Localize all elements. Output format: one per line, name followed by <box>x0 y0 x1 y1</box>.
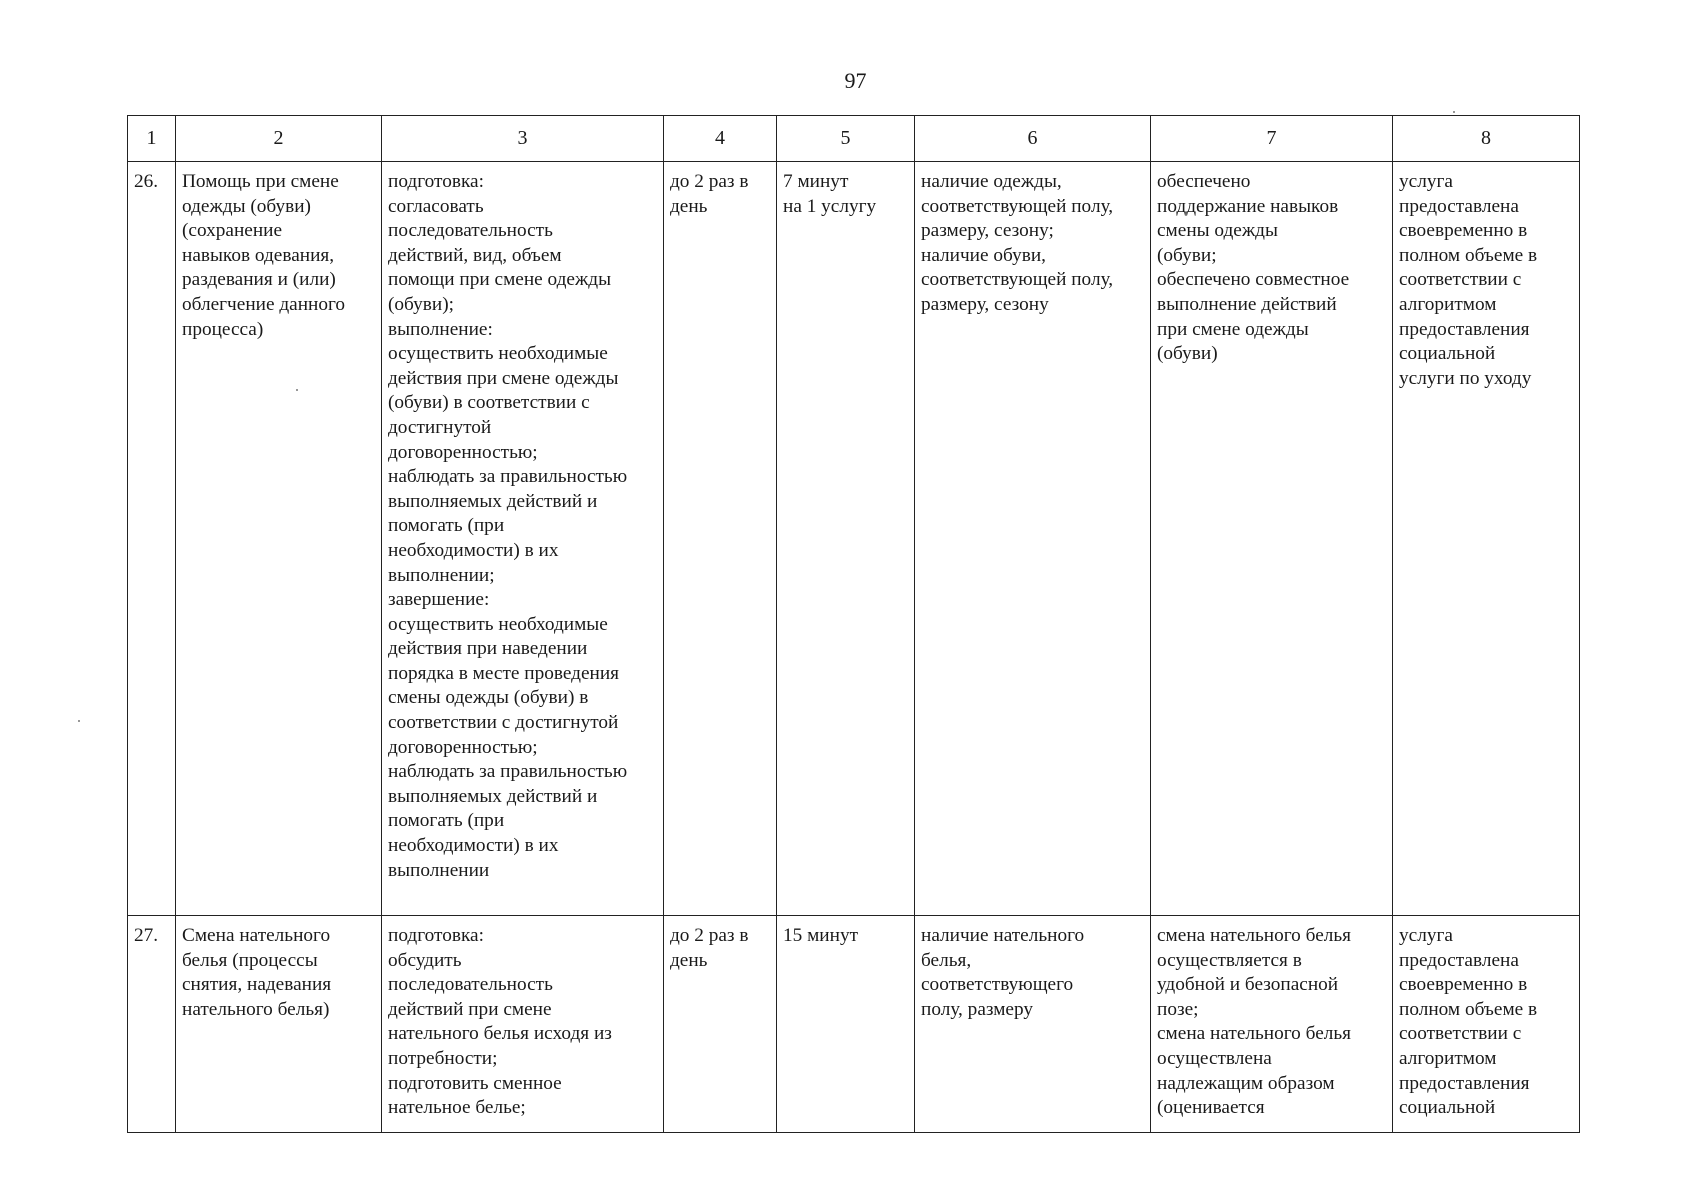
column-number-header: 3 <box>382 116 664 162</box>
frequency-cell: до 2 раз в день <box>664 162 777 916</box>
column-number-header: 1 <box>128 116 176 162</box>
service-name-cell: Смена нательного белья (процессы снятия, надевания нательного белья) <box>176 916 382 1133</box>
scan-speck <box>1453 111 1455 113</box>
conditions-cell: наличие одежды, соответствующей полу, размеру, сезону; наличие обуви, соответствующей полу, размеру, сезону <box>915 162 1151 916</box>
row-number-cell: 27. <box>128 916 176 1133</box>
result-cell: обеспечено поддержание навыков смены одежды (обуви; обеспечено совместное выполнение действий при смене одежды (обуви) <box>1151 162 1393 916</box>
row-number-cell: 26. <box>128 162 176 916</box>
table-row <box>128 162 1580 916</box>
table-header-row <box>128 116 1580 162</box>
table-row <box>128 916 1580 1133</box>
service-description-cell: подготовка: согласовать последовательность действий, вид, объем помощи при смене одежды (обуви); выполнение: осуществить необходимые действия при смене одежды (обуви) в соответствии с достигнутой договоренностью; наблюдать за правильностью выполняемых действий и помогать (при необходимости) в их выполнении; завершение: осуществить необходимые действия при наведении порядка в месте проведения смены одежды (обуви) в соответствии с достигнутой договоренностью; наблюдать за правильностью выполняемых действий и помогать (при необходимости) в их выполнении <box>382 162 664 916</box>
column-number-header: 5 <box>777 116 915 162</box>
services-table <box>127 115 1580 1133</box>
column-number-header: 2 <box>176 116 382 162</box>
service-description-cell: подготовка: обсудить последовательность действий при смене нательного белья исходя из потребности; подготовить сменное нательное белье; <box>382 916 664 1133</box>
result-cell: смена нательного белья осуществляется в удобной и безопасной позе; смена нательного белья осуществлена надлежащим образом (оценивается <box>1151 916 1393 1133</box>
column-number-header: 4 <box>664 116 777 162</box>
quality-cell: услуга предоставлена своевременно в полном объеме в соответствии с алгоритмом предоставления социальной <box>1393 916 1580 1133</box>
column-number-header: 7 <box>1151 116 1393 162</box>
page-number: 97 <box>844 68 867 93</box>
column-number-header: 8 <box>1393 116 1580 162</box>
service-name-cell: Помощь при смене одежды (обуви) (сохранение навыков одевания, раздевания и (или) облегчение данного процесса) <box>176 162 382 916</box>
quality-cell: услуга предоставлена своевременно в полном объеме в соответствии с алгоритмом предоставления социальной услуги по уходу <box>1393 162 1580 916</box>
time-norm-cell: 7 минут на 1 услугу <box>777 162 915 916</box>
scan-speck <box>296 389 298 391</box>
scan-speck <box>78 720 80 722</box>
frequency-cell: до 2 раз в день <box>664 916 777 1133</box>
column-number-header: 6 <box>915 116 1151 162</box>
conditions-cell: наличие нательного белья, соответствующего полу, размеру <box>915 916 1151 1133</box>
time-norm-cell: 15 минут <box>777 916 915 1133</box>
